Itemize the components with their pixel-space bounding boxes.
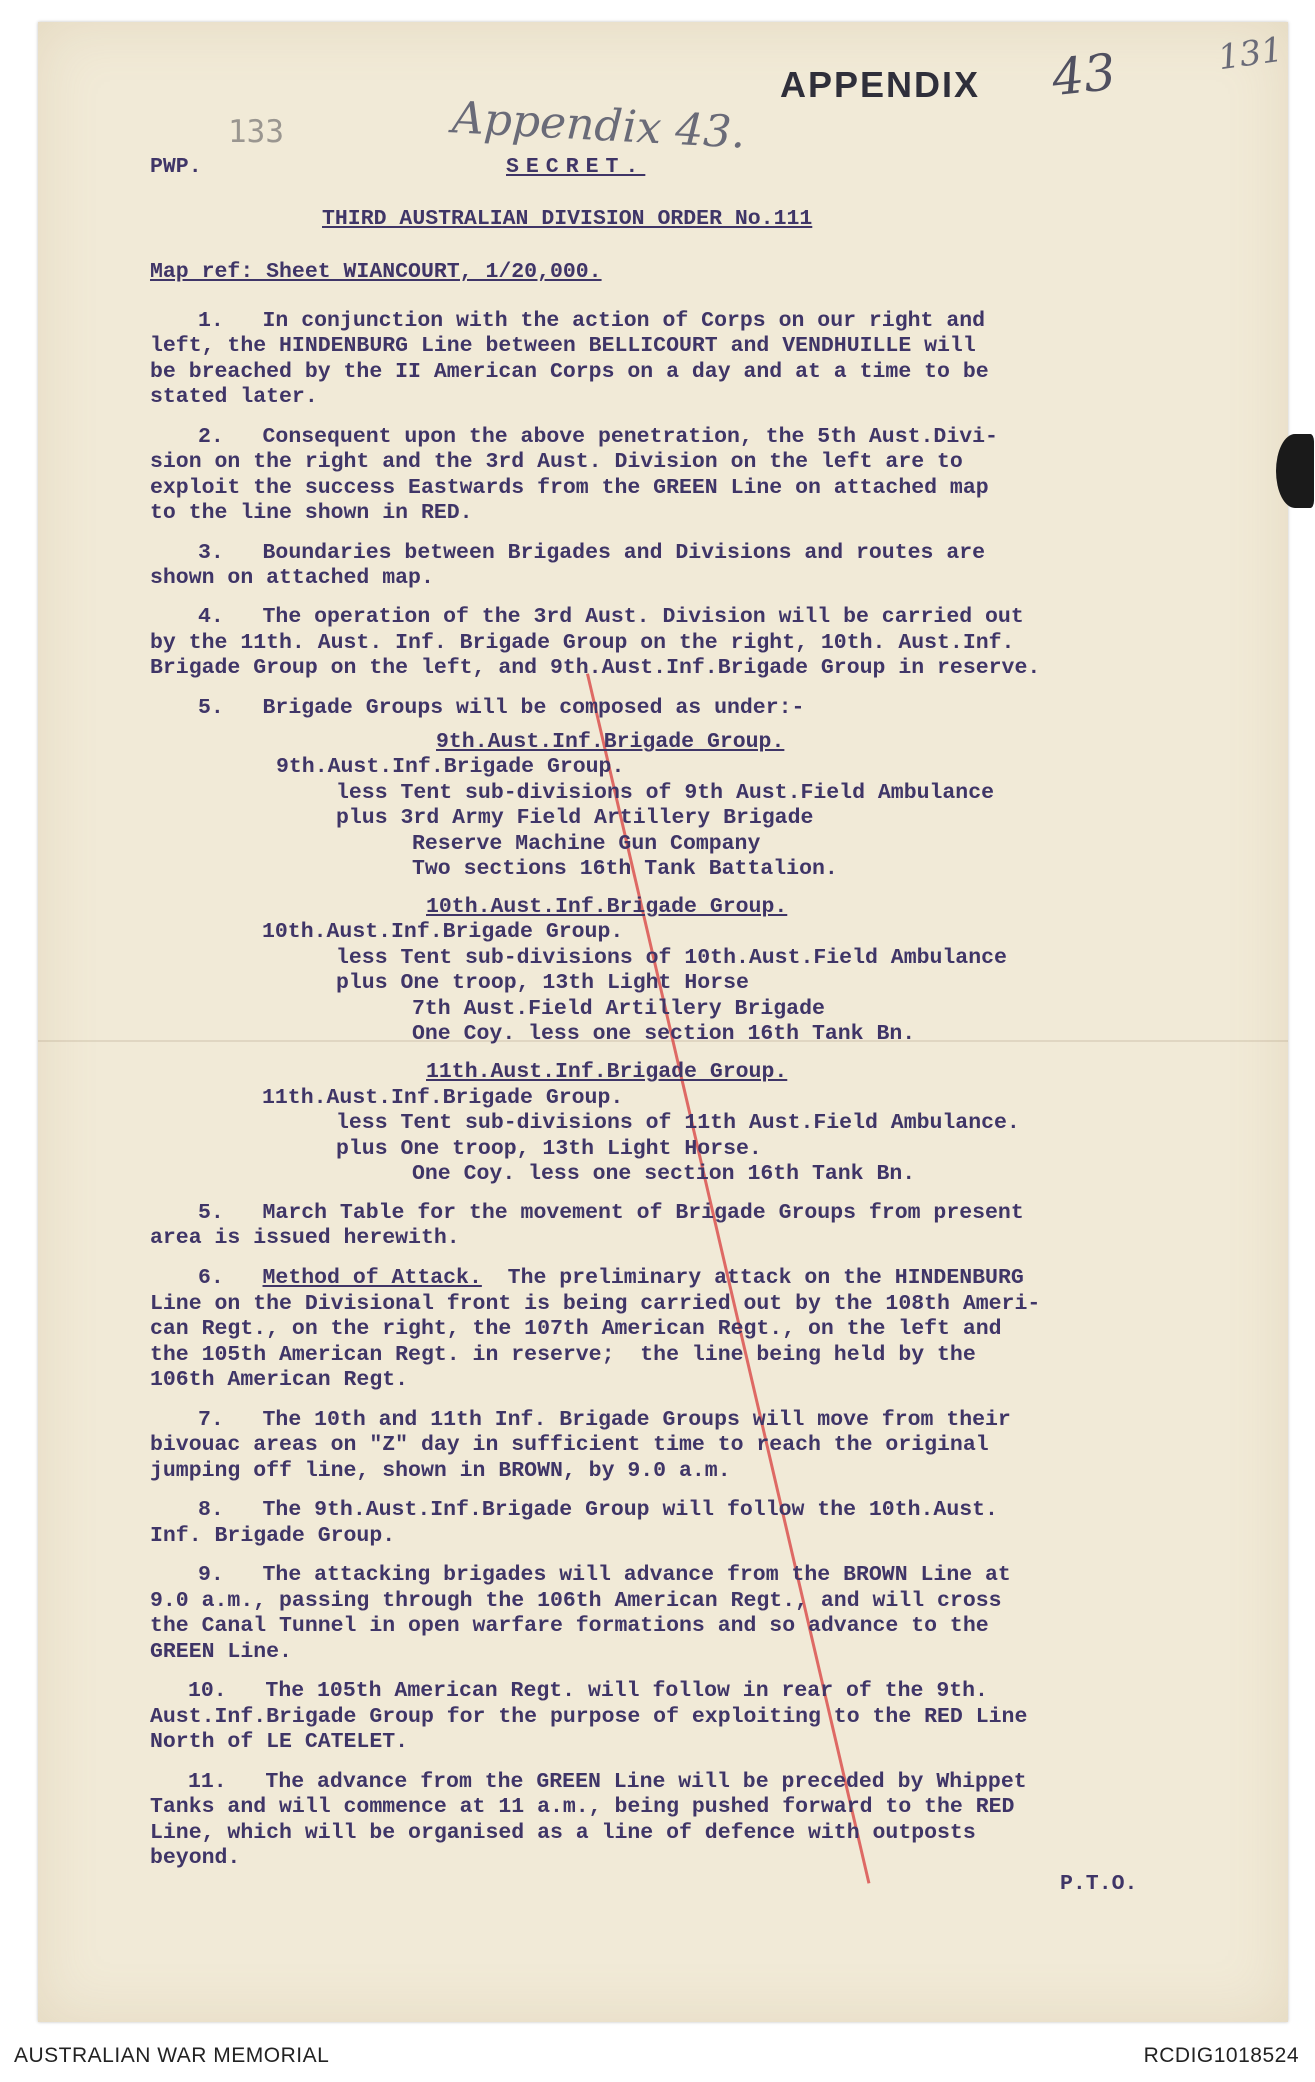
body-line: 1. In conjunction with the action of Corps on our right and — [198, 309, 986, 333]
body-line: One Coy. less one section 16th Tank Bn. — [412, 1022, 916, 1046]
body-line: beyond. — [150, 1846, 241, 1870]
body-line: Inf. Brigade Group. — [150, 1524, 396, 1548]
body-line: Line, which will be organised as a line of defence with outposts — [150, 1821, 976, 1845]
body-line: stated later. — [150, 385, 318, 409]
body-line: 11th.Aust.Inf.Brigade Group. — [262, 1086, 624, 1110]
ink-stain — [1276, 434, 1314, 508]
body-line: jumping off line, shown in BROWN, by 9.0 a.m. — [150, 1459, 731, 1483]
body-line: 4. The operation of the 3rd Aust. Division will be carried out — [198, 605, 1024, 629]
body-line: Reserve Machine Gun Company — [412, 832, 761, 856]
body-line: can Regt., on the right, the 107th American Regt., on the left and — [150, 1317, 1002, 1341]
body-line: 10th.Aust.Inf.Brigade Group. — [262, 920, 624, 944]
page-turn-note: P.T.O. — [1060, 1872, 1138, 1896]
body-line — [198, 1268, 1024, 1290]
body-line: 9. The attacking brigades will advance from the BROWN Line at — [198, 1563, 1011, 1587]
paragraph-number: 6. — [198, 1266, 263, 1290]
group-heading: 10th.Aust.Inf.Brigade Group. — [426, 895, 788, 919]
stamp-number-scrawl: 43 — [1049, 42, 1119, 108]
body-line: 5. Brigade Groups will be composed as under:- — [198, 696, 805, 720]
group-heading: 9th.Aust.Inf.Brigade Group. — [436, 730, 785, 754]
body-line: to the line shown in RED. — [150, 501, 473, 525]
body-line: shown on attached map. — [150, 566, 434, 590]
appendix-handwritten: Appendix 43. — [450, 92, 747, 159]
body-line: 11. The advance from the GREEN Line will be preceded by Whippet — [188, 1770, 1027, 1794]
body-line: left, the HINDENBURG Line between BELLICOURT and VENDHUILLE will — [150, 334, 976, 358]
page-number: 133 — [228, 114, 284, 150]
body-line: plus One troop, 13th Light Horse — [336, 971, 749, 995]
body-line: 2. Consequent upon the above penetration, the 5th Aust.Divi- — [198, 425, 998, 449]
body-line: GREEN Line. — [150, 1640, 292, 1664]
body-line: 10. The 105th American Regt. will follow in rear of the 9th. — [188, 1679, 988, 1703]
body-line: less Tent sub-divisions of 10th.Aust.Field Ambulance — [336, 946, 1007, 970]
body-line: Two sections 16th Tank Battalion. — [412, 857, 838, 881]
body-line: less Tent sub-divisions of 11th Aust.Field Ambulance. — [336, 1111, 1020, 1135]
section-heading: Method of Attack. — [262, 1266, 482, 1290]
body-line: Line on the Divisional front is being carried out by the 108th Ameri- — [150, 1292, 1041, 1316]
body-line: 106th American Regt. — [150, 1368, 409, 1392]
body-line: area is issued herewith. — [150, 1226, 460, 1250]
appendix-stamp: APPENDIX — [780, 64, 981, 105]
body-line: 7. The 10th and 11th Inf. Brigade Groups will move from their — [198, 1408, 1011, 1432]
body-line: 9.0 a.m., passing through the 106th American Regt., and will cross — [150, 1589, 1002, 1613]
body-line: 9th.Aust.Inf.Brigade Group. — [276, 755, 625, 779]
body-line: 3. Boundaries between Brigades and Divisions and routes are — [198, 541, 986, 565]
body-line: be breached by the II American Corps on a day and at a time to be — [150, 360, 989, 384]
record-id-caption: RCDIG1018524 — [1143, 2044, 1299, 2067]
document-title: THIRD AUSTRALIAN DIVISION ORDER No.111 — [322, 207, 813, 231]
corner-number: 131 — [1215, 29, 1286, 79]
body-line: North of LE CATELET. — [150, 1730, 409, 1754]
body-line: Aust.Inf.Brigade Group for the purpose of exploiting to the RED Line — [150, 1705, 1028, 1729]
body-line: the Canal Tunnel in open warfare formations and so advance to the — [150, 1614, 989, 1638]
body-line: bivouac areas on "Z" day in sufficient time to reach the original — [150, 1433, 989, 1457]
body-line: 7th Aust.Field Artillery Brigade — [412, 997, 825, 1021]
body-line: sion on the right and the 3rd Aust. Division on the left are to — [150, 450, 963, 474]
body-line: exploit the success Eastwards from the GREEN Line on attached map — [150, 476, 989, 500]
body-line: One Coy. less one section 16th Tank Bn. — [412, 1162, 916, 1186]
body-line: plus One troop, 13th Light Horse. — [336, 1137, 762, 1161]
reference-code: PWP. — [150, 155, 202, 179]
body-line: Tanks and will commence at 11 a.m., being pushed forward to the RED — [150, 1795, 1015, 1819]
map-reference: Map ref: Sheet WIANCOURT, 1/20,000. — [150, 260, 602, 284]
group-heading: 11th.Aust.Inf.Brigade Group. — [426, 1060, 788, 1084]
body-line: Brigade Group on the left, and 9th.Aust.Inf.Brigade Group in reserve. — [150, 656, 1041, 680]
body-line: less Tent sub-divisions of 9th Aust.Field Ambulance — [336, 781, 995, 805]
body-line: 5. March Table for the movement of Brigade Groups from present — [198, 1201, 1024, 1225]
institution-caption: AUSTRALIAN WAR MEMORIAL — [14, 2044, 330, 2067]
classification: SECRET. — [506, 155, 646, 179]
body-line: by the 11th. Aust. Inf. Brigade Group on the right, 10th. Aust.Inf. — [150, 631, 1015, 655]
body-line: 8. The 9th.Aust.Inf.Brigade Group will follow the 10th.Aust. — [198, 1498, 998, 1522]
body-line: the 105th American Regt. in reserve; the line being held by the — [150, 1343, 976, 1367]
body-line: plus 3rd Army Field Artillery Brigade — [336, 806, 814, 830]
body-text: The preliminary attack on the HINDENBURG — [481, 1266, 1024, 1290]
